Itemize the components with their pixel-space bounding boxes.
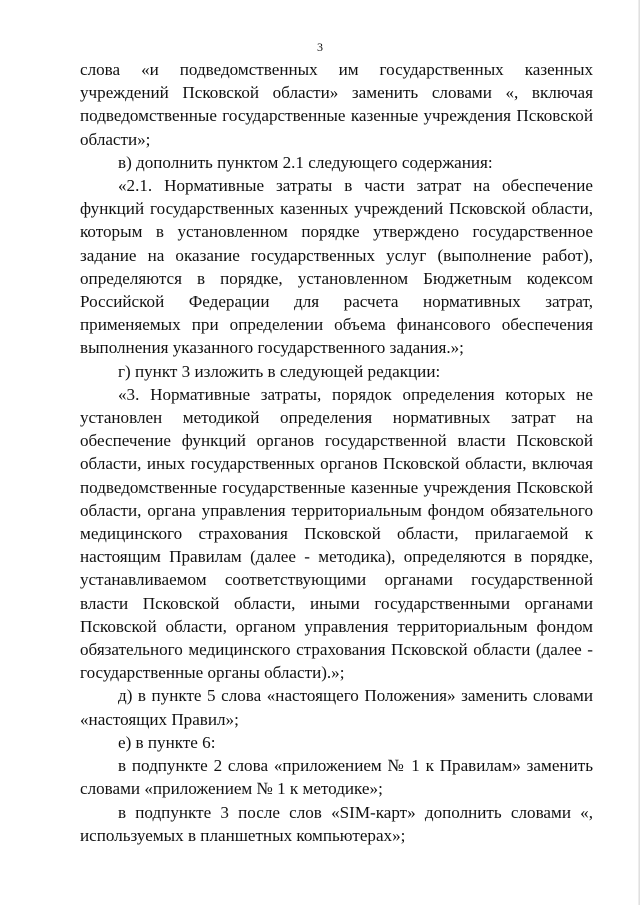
- page-number: 3: [317, 40, 323, 54]
- paragraph-item-e: е) в пункте 6:: [118, 732, 216, 752]
- paragraph-quoted-2-1: «2.1. Нормативные затраты в части затрат на обеспечение функций государственных казенных учреждений Псковской области, которым в установленном порядке утверждено государственное задание на оказание государственных услуг (выполнение работ), определяются в порядке, установленном Бюджетным кодексом Российской Федерации для расчета нормативных затрат, применяемых при определении объема финансового обеспечения выполнения указанного государственного задания.»;: [80, 176, 593, 358]
- paragraph-item-d: д) в пункте 5 слова «настоящего Положения» заменить словами «настоящих Правил»;: [80, 686, 593, 729]
- paragraph-continuation: слова «и подведомственных им государственных казенных учреждений Псковской области» заменить словами «, включая подведомственные государственные казенные учреждения Псковской области»;: [80, 60, 593, 149]
- paragraph-quoted-3: «3. Нормативные затраты, порядок определения которых не установлен методикой определения нормативных затрат на обеспечение функций органов государственной власти Псковской области, иных государственных органов Псковской области, включая подведомственные государственные казенные учреждения Псковской области, органа управления территориальным фондом обязательного медицинского страхования Псковской области, прилагаемой к настоящим Правилам (далее - методика), определяются в порядке, устанавливаемом соответствующими органами государственной власти Псковской области, иными государственными органами Псковской области, органом управления территориальным фондом обязательного медицинского страхования Псковской области (далее - государственные органы области).»;: [80, 384, 593, 683]
- paragraph-subitem-2: в подпункте 2 слова «приложением № 1 к Правилам» заменить словами «приложением № 1 к методике»;: [80, 756, 593, 799]
- paragraph-item-g: г) пункт 3 изложить в следующей редакции:: [118, 361, 441, 381]
- document-body: [80, 58, 593, 847]
- paragraph-subitem-3: в подпункте 3 после слов «SIM-карт» дополнить словами «, используемых в планшетных компьютерах»;: [80, 802, 593, 845]
- paragraph-item-v: в) дополнить пунктом 2.1 следующего содержания:: [118, 152, 493, 172]
